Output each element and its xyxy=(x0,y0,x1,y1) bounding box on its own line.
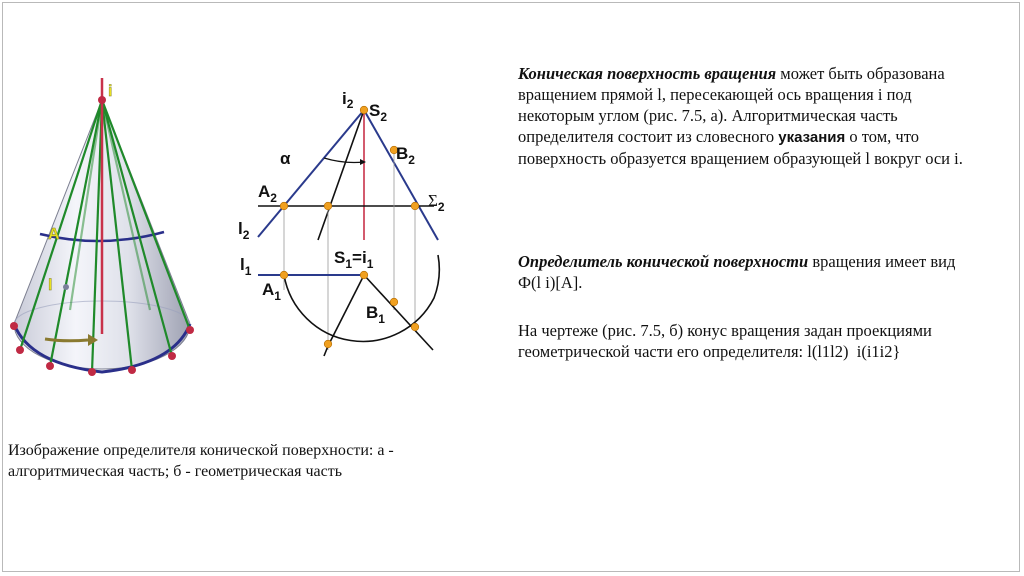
cone-point-label: A xyxy=(48,226,60,243)
cone-illustration xyxy=(0,74,220,384)
paragraph-determinant-text: вращения имеет вид Ф(l i)[А]. xyxy=(518,252,956,292)
paragraph-determinant-lead: Определитель конической поверхности xyxy=(518,252,809,271)
figure-caption: Изображение определителя конической поверхности: а - алгоритмическая часть; б - геометрическая часть xyxy=(8,442,394,480)
label-b1: $B_1$ xyxy=(366,303,385,326)
label-sigma2: $\Sigma_2$ xyxy=(428,191,445,214)
paragraph-drawing-formula: l(l1l2) i(i1i2} xyxy=(807,342,901,361)
label-s2: $S_2$ xyxy=(369,101,388,124)
label-a2: $A_2$ xyxy=(258,182,277,205)
label-s1-i1: $S_1=i_1$ xyxy=(334,248,374,271)
paragraph-definition-text-b: о том, что поверхность образуется вращением образующей l вокруг оси i. xyxy=(518,127,963,168)
rotation-arrow xyxy=(45,339,88,341)
label-a1: $A_1$ xyxy=(262,280,281,303)
label-i2: $i_2$ xyxy=(342,89,354,111)
paragraph-definition-text-a: может быть образована вращением прямой l, пересекающей ось вращения i под некоторым углом (рис. 7.5, а). Алгоритмическая часть определителя состоит из словесного xyxy=(518,64,945,146)
line-l2 xyxy=(258,110,364,237)
generatrix-h1 xyxy=(328,275,364,346)
paragraph-definition-bold-word: указания xyxy=(778,129,846,146)
cone-axis-label: i xyxy=(108,83,113,100)
contour-right xyxy=(364,110,438,240)
angle-alpha-arc xyxy=(324,158,364,163)
cone-generatrix-label: l xyxy=(48,277,53,294)
paragraph-drawing-text: На чертеже (рис. 7.5, б) конус вращения задан проекциями геометрической части его определителя: xyxy=(518,321,932,361)
paragraph-determinant xyxy=(518,251,978,293)
projection-drawing xyxy=(228,80,478,370)
label-alpha: α xyxy=(280,149,291,168)
label-l2: $l_2$ xyxy=(238,219,250,242)
label-l1: $l_1$ xyxy=(240,255,252,278)
paragraph-definition-lead: Коническая поверхность вращения xyxy=(518,64,777,83)
paragraph-drawing xyxy=(518,320,988,362)
paragraph-definition xyxy=(518,63,978,169)
label-b2: $B_2$ xyxy=(396,144,415,167)
contour-left xyxy=(318,110,364,240)
